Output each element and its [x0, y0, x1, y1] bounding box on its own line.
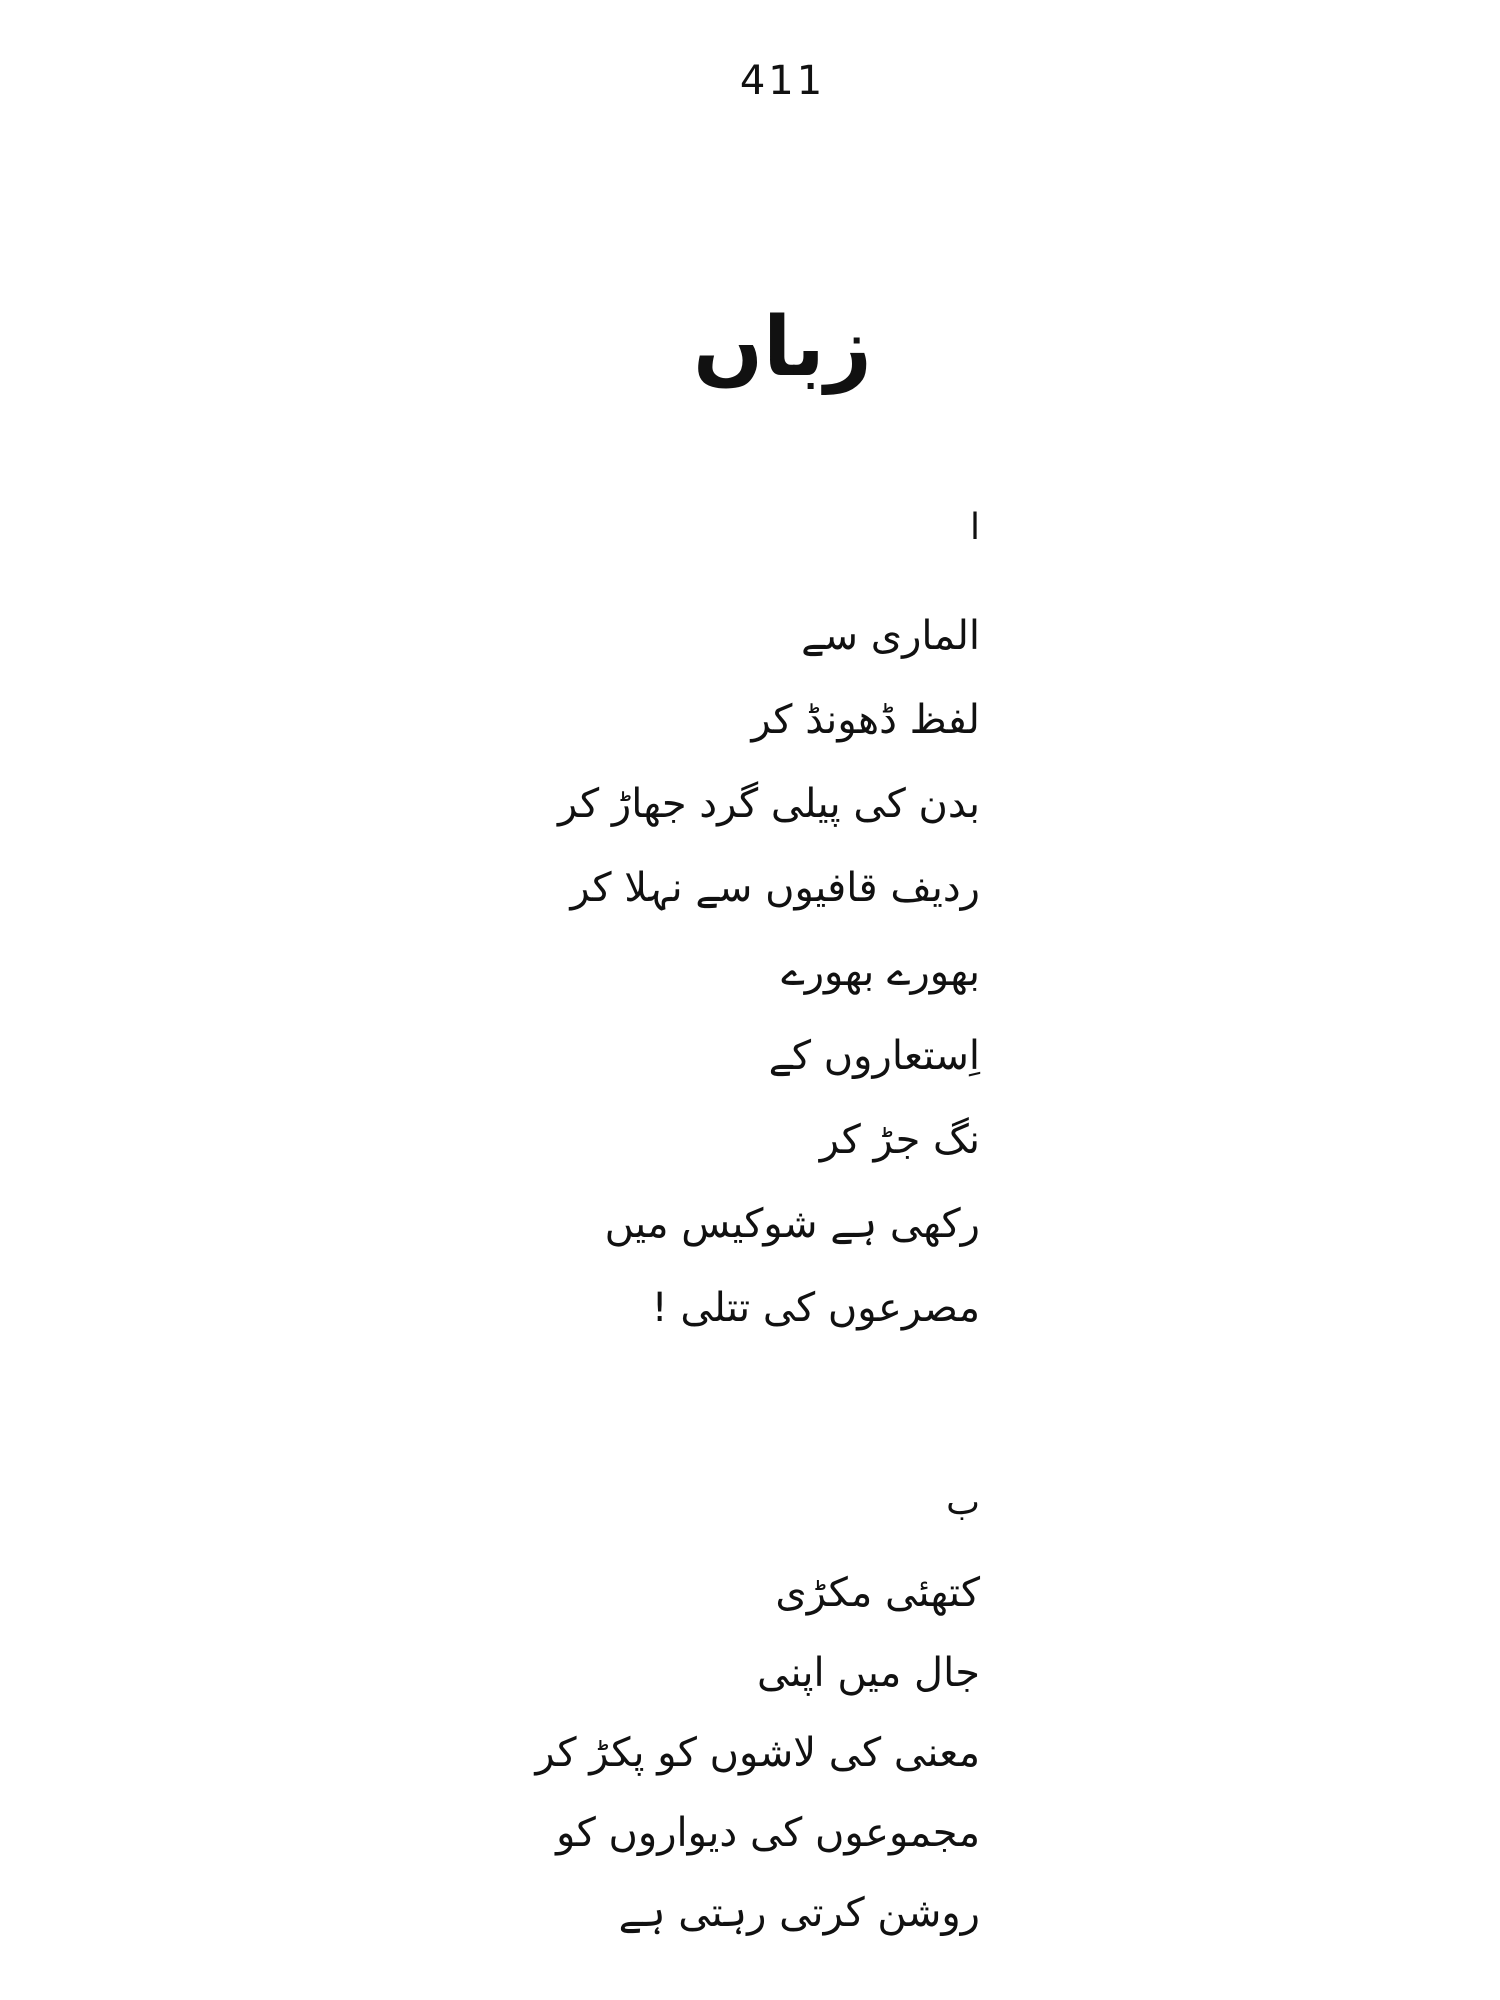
poem-line: رکھى ہے شوکيس ميں — [604, 1201, 980, 1247]
poem-line: کتھئى مکڑى — [775, 1570, 980, 1616]
page-number: 411 — [739, 58, 826, 104]
poem-line: معنى کى لاشوں کو پکڑ کر — [535, 1730, 980, 1776]
poem-section-a — [280, 500, 980, 1350]
poem-line: مصرعوں کى تتلى ! — [651, 1285, 980, 1331]
poem-title: زباں — [693, 300, 872, 395]
poem-line: روشن کرتى رہتى ہے — [618, 1890, 980, 1936]
poem-section-b — [280, 1475, 980, 1953]
poem-line: اِستعاروں کے — [768, 1033, 980, 1079]
poem-line: بدن کى پيلى گرد جھاڑ کر — [558, 781, 980, 827]
poem-line: لفظ ڈھونڈ کر — [751, 697, 980, 743]
poem-line: جال ميں اپنى — [756, 1650, 980, 1696]
poem-line: المارى سے — [801, 613, 980, 659]
poem-line: رديف قافيوں سے نہلا کر — [570, 865, 980, 911]
section-marker-a: ا — [969, 507, 980, 548]
poem-line: مجموعوں کى ديواروں کو — [556, 1810, 980, 1856]
section-marker-b: ب — [946, 1482, 980, 1523]
poem-line: نگ جڑ کر — [819, 1117, 980, 1163]
poem-line: بھورے بھورے — [781, 949, 980, 995]
